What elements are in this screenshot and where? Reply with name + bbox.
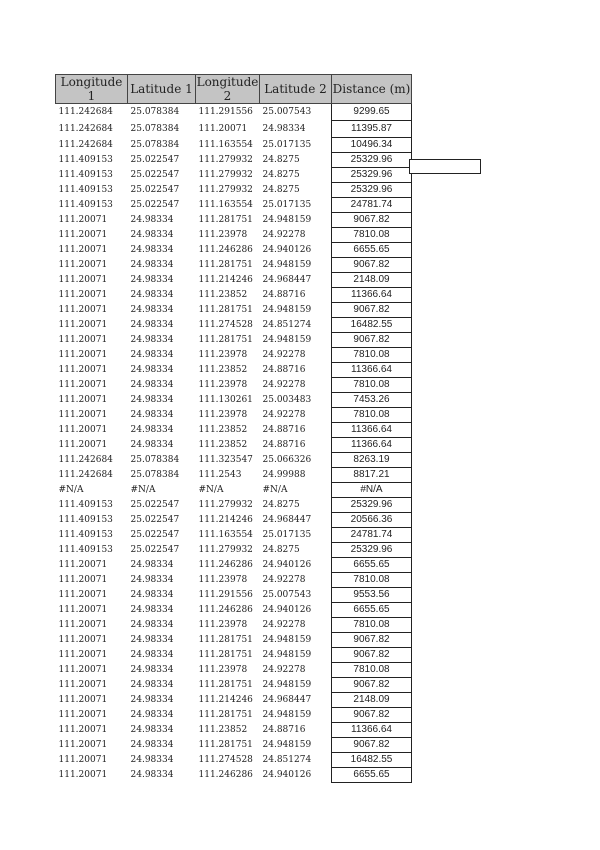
table-row — [56, 498, 412, 513]
latitude-1-cell[interactable]: 25.022547 — [130, 155, 180, 165]
longitude-2-cell[interactable]: 111.274528 — [198, 320, 253, 330]
table-row — [56, 318, 412, 333]
longitude-1-cell[interactable]: 111.20071 — [58, 560, 108, 570]
latitude-2-cell[interactable]: 24.948159 — [262, 215, 312, 225]
table-row — [56, 183, 412, 198]
latitude-1-cell[interactable]: 24.98334 — [130, 410, 174, 420]
latitude-1-cell[interactable]: 25.022547 — [130, 170, 180, 180]
table-row — [56, 228, 412, 243]
longitude-2-cell[interactable]: 111.23852 — [198, 440, 248, 450]
latitude-1-cell[interactable]: 25.022547 — [130, 200, 180, 210]
longitude-1-cell[interactable]: 111.20071 — [58, 425, 108, 435]
latitude-1-cell[interactable]: 24.98334 — [130, 635, 174, 645]
longitude-1-cell[interactable]: 111.20071 — [58, 755, 108, 765]
latitude-1-cell[interactable]: 24.98334 — [130, 305, 174, 315]
latitude-1-cell[interactable]: 24.98334 — [130, 440, 174, 450]
latitude-1-cell[interactable]: 24.98334 — [130, 365, 174, 375]
table-row — [56, 288, 412, 303]
latitude-2-cell[interactable]: 24.968447 — [262, 515, 312, 525]
distance-cell[interactable]: 7810.08 — [332, 408, 412, 423]
longitude-1-cell[interactable]: 111.20071 — [58, 710, 108, 720]
latitude-1-cell[interactable]: 24.98334 — [130, 560, 174, 570]
longitude-1-cell[interactable]: 111.20071 — [58, 770, 108, 780]
longitude-1-cell[interactable]: 111.20071 — [58, 605, 108, 615]
latitude-2-cell[interactable]: 24.851274 — [262, 320, 312, 330]
longitude-1-cell[interactable]: 111.409153 — [58, 500, 113, 510]
longitude-1-cell[interactable]: 111.20071 — [58, 410, 108, 420]
longitude-1-cell[interactable]: 111.20071 — [58, 680, 108, 690]
table-row — [56, 468, 412, 483]
longitude-1-cell[interactable]: 111.242684 — [58, 140, 113, 150]
distance-cell[interactable]: 7453.26 — [332, 393, 412, 408]
latitude-2-cell[interactable]: 24.92278 — [262, 620, 306, 630]
table-row — [56, 678, 412, 693]
distance-cell[interactable]: 10496.34 — [332, 138, 412, 153]
longitude-2-cell[interactable]: 111.2543 — [198, 470, 242, 480]
latitude-1-cell[interactable]: 24.98334 — [130, 650, 174, 660]
longitude-2-cell[interactable]: 111.163554 — [198, 140, 253, 150]
latitude-2-cell[interactable]: 24.88716 — [262, 440, 306, 450]
longitude-2-cell[interactable]: 111.281751 — [198, 740, 253, 750]
latitude-1-cell[interactable]: 24.98334 — [130, 215, 174, 225]
table-row — [56, 438, 412, 453]
table-row — [56, 693, 412, 708]
distance-cell[interactable]: 25329.96 — [332, 168, 412, 183]
header-distance[interactable]: Distance (m) — [332, 75, 412, 104]
latitude-2-cell[interactable]: 24.92278 — [262, 230, 306, 240]
latitude-1-cell[interactable]: 24.98334 — [130, 395, 174, 405]
longitude-2-cell[interactable]: 111.214246 — [198, 695, 253, 705]
distance-cell[interactable]: 9299.65 — [332, 104, 412, 121]
latitude-1-cell[interactable]: 25.078384 — [130, 140, 180, 150]
latitude-1-cell[interactable]: 24.98334 — [130, 290, 174, 300]
distance-cell[interactable]: 11366.64 — [332, 363, 412, 378]
table-row — [56, 543, 412, 558]
latitude-2-cell[interactable]: 25.017135 — [262, 200, 312, 210]
longitude-2-cell[interactable]: 111.23852 — [198, 290, 248, 300]
distance-cell[interactable]: 25329.96 — [332, 498, 412, 513]
latitude-1-cell[interactable]: 25.022547 — [130, 500, 180, 510]
table-row — [56, 303, 412, 318]
longitude-2-cell[interactable]: 111.23978 — [198, 575, 248, 585]
distance-cell[interactable]: 16482.55 — [332, 318, 412, 333]
latitude-1-cell[interactable]: 25.078384 — [130, 455, 180, 465]
table-row — [56, 423, 412, 438]
longitude-2-cell[interactable]: 111.279932 — [198, 500, 253, 510]
table-row — [56, 573, 412, 588]
distance-cell[interactable]: 20566.36 — [332, 513, 412, 528]
longitude-1-cell[interactable]: 111.409153 — [58, 530, 113, 540]
table-row — [56, 768, 412, 783]
longitude-2-cell[interactable]: 111.279932 — [198, 545, 253, 555]
latitude-2-cell[interactable]: 24.948159 — [262, 635, 312, 645]
latitude-1-cell[interactable]: 24.98334 — [130, 725, 174, 735]
longitude-2-cell[interactable]: #N/A — [198, 485, 224, 495]
latitude-1-cell[interactable]: 24.98334 — [130, 695, 174, 705]
table-row — [56, 708, 412, 723]
table-row — [56, 243, 412, 258]
table-row — [56, 273, 412, 288]
latitude-2-cell[interactable]: 25.017135 — [262, 530, 312, 540]
distance-cell[interactable]: 24781.74 — [332, 528, 412, 543]
latitude-2-cell[interactable]: 24.92278 — [262, 380, 306, 390]
longitude-2-cell[interactable]: 111.130261 — [198, 395, 253, 405]
latitude-1-cell[interactable]: 24.98334 — [130, 350, 174, 360]
longitude-1-cell[interactable]: 111.20071 — [58, 350, 108, 360]
longitude-2-cell[interactable]: 111.246286 — [198, 560, 253, 570]
table-row — [56, 603, 412, 618]
latitude-2-cell[interactable]: 24.940126 — [262, 560, 312, 570]
longitude-2-cell[interactable]: 111.281751 — [198, 260, 253, 270]
longitude-2-cell[interactable]: 111.23852 — [198, 365, 248, 375]
distance-cell[interactable]: 9067.82 — [332, 258, 412, 273]
distance-cell[interactable]: 2148.09 — [332, 693, 412, 708]
latitude-2-cell[interactable]: 24.968447 — [262, 695, 312, 705]
distance-cell[interactable]: 9067.82 — [332, 213, 412, 228]
distance-cell[interactable]: 9067.82 — [332, 633, 412, 648]
longitude-1-cell[interactable]: 111.409153 — [58, 200, 113, 210]
table-row — [56, 408, 412, 423]
longitude-2-cell[interactable]: 111.23978 — [198, 410, 248, 420]
longitude-1-cell[interactable]: 111.20071 — [58, 590, 108, 600]
distance-cell[interactable]: 16482.55 — [332, 753, 412, 768]
longitude-2-cell[interactable]: 111.214246 — [198, 275, 253, 285]
latitude-1-cell[interactable]: 24.98334 — [130, 740, 174, 750]
table-row — [56, 153, 412, 168]
distance-cell[interactable]: 25329.96 — [332, 153, 412, 168]
latitude-2-cell[interactable]: 25.003483 — [262, 395, 312, 405]
longitude-2-cell[interactable]: 111.281751 — [198, 680, 253, 690]
latitude-2-cell[interactable]: 24.92278 — [262, 665, 306, 675]
table-row — [56, 333, 412, 348]
table-row — [56, 378, 412, 393]
distance-cell[interactable]: 9067.82 — [332, 708, 412, 723]
longitude-1-cell[interactable]: 111.409153 — [58, 515, 113, 525]
latitude-1-cell[interactable]: 24.98334 — [130, 425, 174, 435]
longitude-2-cell[interactable]: 111.23852 — [198, 725, 248, 735]
distance-cell[interactable]: 25329.96 — [332, 183, 412, 198]
latitude-1-cell[interactable]: 24.98334 — [130, 575, 174, 585]
selected-empty-cell[interactable] — [409, 159, 481, 174]
table-row — [56, 121, 412, 138]
longitude-1-cell[interactable]: 111.242684 — [58, 107, 113, 118]
latitude-1-cell[interactable]: 24.98334 — [130, 680, 174, 690]
latitude-1-cell[interactable]: 25.022547 — [130, 530, 180, 540]
latitude-2-cell[interactable]: 24.88716 — [262, 290, 306, 300]
longitude-2-cell[interactable]: 111.214246 — [198, 515, 253, 525]
latitude-2-cell[interactable]: 24.948159 — [262, 260, 312, 270]
longitude-2-cell[interactable]: 111.23978 — [198, 620, 248, 630]
table-row — [56, 513, 412, 528]
table-row — [56, 723, 412, 738]
latitude-2-cell[interactable]: 25.066326 — [262, 455, 312, 465]
latitude-2-cell[interactable]: #N/A — [262, 485, 288, 495]
longitude-1-cell[interactable]: 111.20071 — [58, 305, 108, 315]
distance-cell[interactable]: 8817.21 — [332, 468, 412, 483]
distance-cell[interactable]: 7810.08 — [332, 573, 412, 588]
header-row — [56, 75, 412, 104]
longitude-2-cell[interactable]: 111.163554 — [198, 530, 253, 540]
distance-cell[interactable]: 9067.82 — [332, 333, 412, 348]
latitude-1-cell[interactable]: 25.022547 — [130, 185, 180, 195]
latitude-1-cell[interactable]: 24.98334 — [130, 260, 174, 270]
longitude-2-cell[interactable]: 111.279932 — [198, 155, 253, 165]
latitude-1-cell[interactable]: 24.98334 — [130, 620, 174, 630]
latitude-2-cell[interactable]: 24.88716 — [262, 725, 306, 735]
table-row — [56, 168, 412, 183]
latitude-2-cell[interactable]: 25.007543 — [262, 590, 312, 600]
latitude-2-cell[interactable]: 24.940126 — [262, 245, 312, 255]
distance-cell[interactable]: 9067.82 — [332, 648, 412, 663]
longitude-1-cell[interactable]: 111.20071 — [58, 215, 108, 225]
table-row — [56, 258, 412, 273]
header-longitude-1[interactable]: Longitude 1 — [56, 75, 128, 104]
distance-cell[interactable]: 8263.19 — [332, 453, 412, 468]
longitude-2-cell[interactable]: 111.274528 — [198, 755, 253, 765]
table-row — [56, 104, 412, 121]
latitude-1-cell[interactable]: 25.022547 — [130, 545, 180, 555]
longitude-1-cell[interactable]: 111.20071 — [58, 575, 108, 585]
latitude-2-cell[interactable]: 24.940126 — [262, 770, 312, 780]
header-longitude-2[interactable]: Longitude 2 — [196, 75, 259, 103]
longitude-1-cell[interactable]: 111.20071 — [58, 740, 108, 750]
longitude-2-cell[interactable]: 111.281751 — [198, 215, 253, 225]
latitude-1-cell[interactable]: 25.078384 — [130, 107, 180, 118]
latitude-1-cell[interactable]: 25.078384 — [130, 124, 180, 134]
longitude-2-cell[interactable]: 111.281751 — [198, 635, 253, 645]
longitude-2-cell[interactable]: 111.291556 — [198, 590, 253, 600]
latitude-2-cell[interactable]: 24.92278 — [262, 350, 306, 360]
table-row — [56, 738, 412, 753]
longitude-1-cell[interactable]: 111.242684 — [58, 124, 113, 134]
latitude-2-cell[interactable]: 24.8275 — [262, 185, 300, 195]
distance-cell[interactable]: 25329.96 — [332, 543, 412, 558]
table-row — [56, 138, 412, 153]
distance-cell[interactable]: 7810.08 — [332, 618, 412, 633]
latitude-1-cell[interactable]: 24.98334 — [130, 665, 174, 675]
longitude-2-cell[interactable]: 111.163554 — [198, 200, 253, 210]
latitude-2-cell[interactable]: 24.948159 — [262, 650, 312, 660]
longitude-2-cell[interactable]: 111.246286 — [198, 245, 253, 255]
table-body — [56, 104, 412, 783]
longitude-2-cell[interactable]: 111.20071 — [198, 124, 248, 134]
latitude-1-cell[interactable]: 25.022547 — [130, 515, 180, 525]
longitude-1-cell[interactable]: #N/A — [58, 485, 84, 495]
latitude-2-cell[interactable]: 25.017135 — [262, 140, 312, 150]
latitude-2-cell[interactable]: 24.940126 — [262, 605, 312, 615]
header-latitude-1[interactable]: Latitude 1 — [128, 75, 196, 104]
longitude-1-cell[interactable]: 111.242684 — [58, 455, 113, 465]
distance-cell[interactable]: 11366.64 — [332, 288, 412, 303]
longitude-1-cell[interactable]: 111.20071 — [58, 635, 108, 645]
table-row — [56, 483, 412, 498]
table-row — [56, 363, 412, 378]
longitude-1-cell[interactable]: 111.20071 — [58, 275, 108, 285]
table-row — [56, 618, 412, 633]
latitude-1-cell[interactable]: 24.98334 — [130, 320, 174, 330]
latitude-1-cell[interactable]: 24.98334 — [130, 275, 174, 285]
longitude-2-cell[interactable]: 111.23852 — [198, 425, 248, 435]
table-row — [56, 348, 412, 363]
table-row — [56, 753, 412, 768]
table-row — [56, 558, 412, 573]
table-row — [56, 198, 412, 213]
longitude-1-cell[interactable]: 111.20071 — [58, 290, 108, 300]
latitude-1-cell[interactable]: 24.98334 — [130, 590, 174, 600]
distance-cell[interactable]: 9067.82 — [332, 303, 412, 318]
latitude-1-cell[interactable]: 24.98334 — [130, 710, 174, 720]
latitude-1-cell[interactable]: 24.98334 — [130, 230, 174, 240]
longitude-1-cell[interactable]: 111.20071 — [58, 335, 108, 345]
longitude-2-cell[interactable]: 111.246286 — [198, 605, 253, 615]
latitude-2-cell[interactable]: 24.99988 — [262, 470, 306, 480]
latitude-1-cell[interactable]: 24.98334 — [130, 380, 174, 390]
latitude-2-cell[interactable]: 24.948159 — [262, 740, 312, 750]
longitude-1-cell[interactable]: 111.20071 — [58, 380, 108, 390]
distance-cell[interactable]: 24781.74 — [332, 198, 412, 213]
distance-cell[interactable]: 7810.08 — [332, 348, 412, 363]
longitude-1-cell[interactable]: 111.20071 — [58, 245, 108, 255]
longitude-2-cell[interactable]: 111.23978 — [198, 230, 248, 240]
distance-cell[interactable]: 2148.09 — [332, 273, 412, 288]
table-row — [56, 633, 412, 648]
distance-cell[interactable]: 7810.08 — [332, 663, 412, 678]
latitude-2-cell[interactable]: 24.948159 — [262, 680, 312, 690]
distance-cell[interactable]: 9067.82 — [332, 738, 412, 753]
spreadsheet — [55, 74, 412, 783]
longitude-1-cell[interactable]: 111.20071 — [58, 230, 108, 240]
distance-cell[interactable]: 9553.56 — [332, 588, 412, 603]
latitude-2-cell[interactable]: 24.98334 — [262, 124, 306, 134]
longitude-2-cell[interactable]: 111.291556 — [198, 107, 253, 118]
longitude-1-cell[interactable]: 111.20071 — [58, 725, 108, 735]
longitude-2-cell[interactable]: 111.323547 — [198, 455, 253, 465]
table-row — [56, 528, 412, 543]
latitude-2-cell[interactable]: 24.851274 — [262, 755, 312, 765]
longitude-2-cell[interactable]: 111.281751 — [198, 710, 253, 720]
latitude-2-cell[interactable]: 24.88716 — [262, 365, 306, 375]
longitude-1-cell[interactable]: 111.20071 — [58, 650, 108, 660]
header-latitude-2[interactable]: Latitude 2 — [260, 75, 332, 104]
latitude-1-cell[interactable]: 24.98334 — [130, 245, 174, 255]
table-row — [56, 663, 412, 678]
latitude-2-cell[interactable]: 24.92278 — [262, 410, 306, 420]
longitude-1-cell[interactable]: 111.20071 — [58, 665, 108, 675]
distance-cell[interactable]: #N/A — [332, 483, 412, 498]
latitude-2-cell[interactable]: 24.948159 — [262, 305, 312, 315]
latitude-2-cell[interactable]: 24.8275 — [262, 155, 300, 165]
distance-cell[interactable]: 6655.65 — [332, 558, 412, 573]
latitude-1-cell[interactable]: 25.078384 — [130, 470, 180, 480]
longitude-1-cell[interactable]: 111.20071 — [58, 320, 108, 330]
latitude-1-cell[interactable]: 24.98334 — [130, 755, 174, 765]
longitude-1-cell[interactable]: 111.20071 — [58, 395, 108, 405]
latitude-2-cell[interactable]: 24.8275 — [262, 170, 300, 180]
longitude-1-cell[interactable]: 111.409153 — [58, 155, 113, 165]
table-row — [56, 453, 412, 468]
distance-table — [55, 74, 412, 783]
distance-cell[interactable]: 7810.08 — [332, 378, 412, 393]
latitude-1-cell[interactable]: 24.98334 — [130, 335, 174, 345]
table-row — [56, 393, 412, 408]
longitude-1-cell[interactable]: 111.409153 — [58, 170, 113, 180]
longitude-2-cell[interactable]: 111.281751 — [198, 650, 253, 660]
latitude-2-cell[interactable]: 24.948159 — [262, 335, 312, 345]
longitude-2-cell[interactable]: 111.23978 — [198, 380, 248, 390]
latitude-2-cell[interactable]: 24.8275 — [262, 545, 300, 555]
distance-cell[interactable]: 6655.65 — [332, 243, 412, 258]
longitude-1-cell[interactable]: 111.20071 — [58, 440, 108, 450]
distance-cell[interactable]: 11366.64 — [332, 723, 412, 738]
distance-cell[interactable]: 11366.64 — [332, 423, 412, 438]
longitude-2-cell[interactable]: 111.279932 — [198, 170, 253, 180]
table-row — [56, 648, 412, 663]
table-row — [56, 213, 412, 228]
longitude-1-cell[interactable]: 111.20071 — [58, 695, 108, 705]
distance-cell[interactable]: 9067.82 — [332, 678, 412, 693]
longitude-1-cell[interactable]: 111.409153 — [58, 185, 113, 195]
longitude-2-cell[interactable]: 111.23978 — [198, 665, 248, 675]
distance-cell[interactable]: 6655.65 — [332, 768, 412, 783]
latitude-2-cell[interactable]: 24.8275 — [262, 500, 300, 510]
latitude-2-cell[interactable]: 24.88716 — [262, 425, 306, 435]
longitude-2-cell[interactable]: 111.281751 — [198, 305, 253, 315]
longitude-1-cell[interactable]: 111.20071 — [58, 260, 108, 270]
distance-cell[interactable]: 6655.65 — [332, 603, 412, 618]
longitude-2-cell[interactable]: 111.23978 — [198, 350, 248, 360]
distance-cell[interactable]: 11395.87 — [332, 121, 412, 138]
longitude-2-cell[interactable]: 111.246286 — [198, 770, 253, 780]
latitude-1-cell[interactable]: 24.98334 — [130, 770, 174, 780]
distance-cell[interactable]: 11366.64 — [332, 438, 412, 453]
latitude-2-cell[interactable]: 24.968447 — [262, 275, 312, 285]
table-row — [56, 588, 412, 603]
latitude-2-cell[interactable]: 25.007543 — [262, 107, 312, 118]
longitude-2-cell[interactable]: 111.281751 — [198, 335, 253, 345]
latitude-1-cell[interactable]: #N/A — [130, 485, 156, 495]
distance-cell[interactable]: 7810.08 — [332, 228, 412, 243]
latitude-2-cell[interactable]: 24.92278 — [262, 575, 306, 585]
latitude-2-cell[interactable]: 24.948159 — [262, 710, 312, 720]
latitude-1-cell[interactable]: 24.98334 — [130, 605, 174, 615]
longitude-1-cell[interactable]: 111.242684 — [58, 470, 113, 480]
longitude-1-cell[interactable]: 111.20071 — [58, 365, 108, 375]
longitude-1-cell[interactable]: 111.409153 — [58, 545, 113, 555]
longitude-1-cell[interactable]: 111.20071 — [58, 620, 108, 630]
longitude-2-cell[interactable]: 111.279932 — [198, 185, 253, 195]
